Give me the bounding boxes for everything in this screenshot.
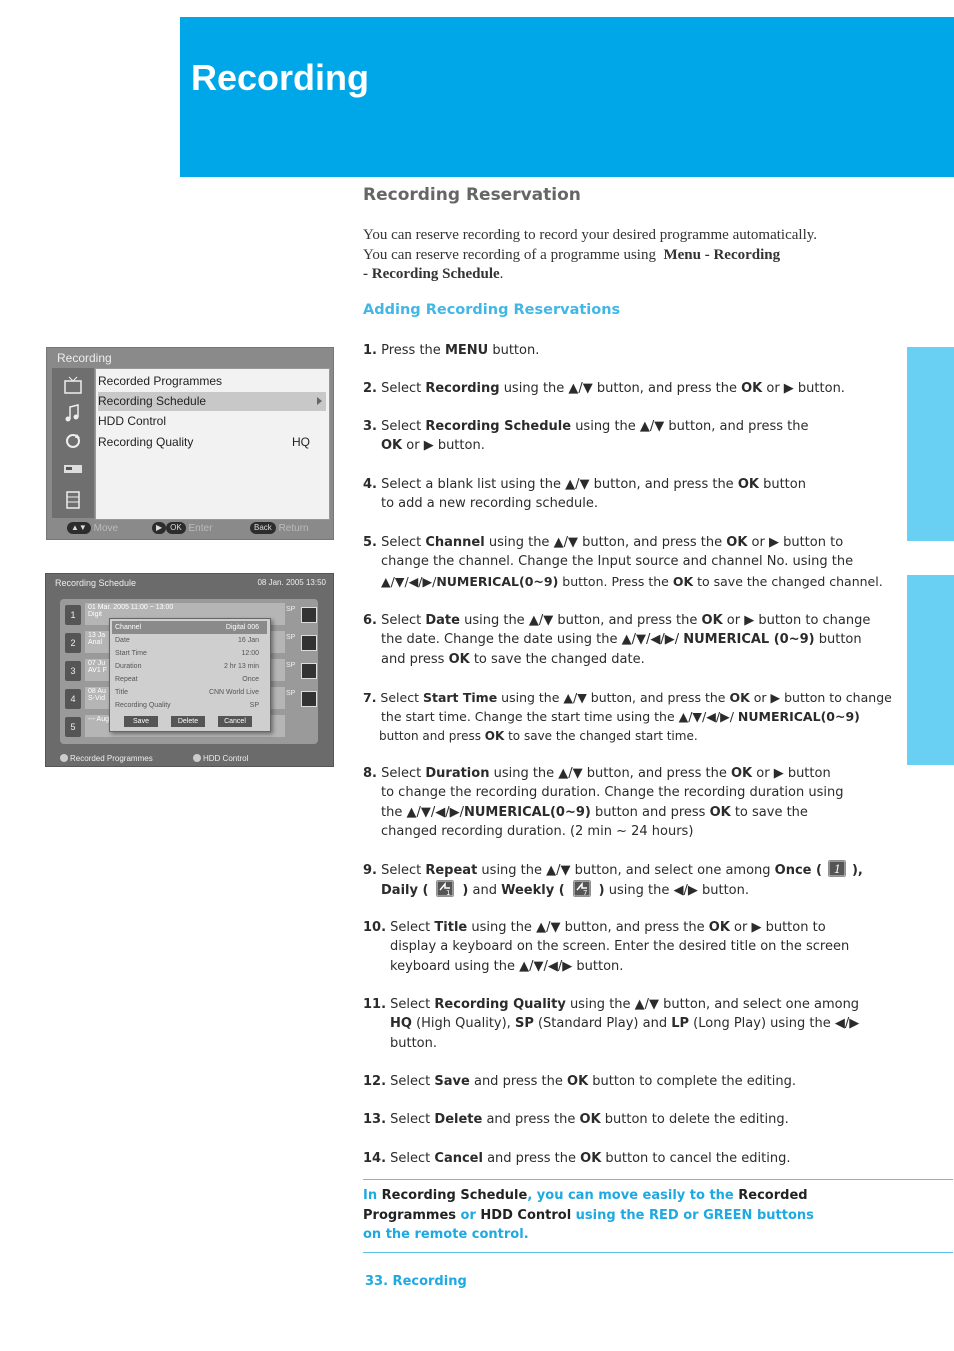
step-10: [363, 918, 903, 976]
step-number: 7.: [363, 690, 377, 705]
row-quality: SP: [286, 662, 296, 669]
step-text: using the ▲/▼ button, and press the: [489, 766, 731, 781]
step-bold: OK: [701, 613, 723, 628]
row-quality: SP: [286, 690, 296, 697]
step-text: Select: [386, 1112, 435, 1127]
step-bold: OK: [580, 1151, 602, 1166]
enter-hint: [152, 520, 212, 537]
step-text: using the ▲/▼ button, and press the: [467, 920, 709, 935]
step-4: [363, 475, 903, 514]
step-bold: OK: [579, 1112, 601, 1127]
popup-label: Start Time: [115, 650, 147, 657]
green-button-icon: [193, 754, 201, 762]
step-bold: OK: [672, 573, 694, 589]
recorded-programmes-hint[interactable]: [60, 754, 153, 763]
step-text: or ▶ button.: [762, 381, 845, 396]
row-number: 2: [65, 633, 81, 653]
tip-span: or: [456, 1207, 481, 1223]
step-line: [363, 995, 903, 1014]
step-line: [363, 880, 903, 900]
weekly-icon: [573, 880, 591, 897]
step-bold: Delete: [434, 1112, 483, 1127]
popup-value: 12:00: [241, 650, 259, 657]
step-number: 6.: [363, 613, 377, 628]
step-line: [363, 688, 903, 707]
step-text: Select: [376, 766, 426, 781]
step-bold: NUMERICAL (0~9): [683, 632, 815, 648]
popup-row-title[interactable]: [112, 686, 267, 699]
step-5: [363, 533, 903, 591]
step-bold: Repeat: [425, 863, 478, 878]
hint-label: Return: [278, 523, 309, 534]
svg-text:1: 1: [833, 863, 841, 876]
refresh-icon: [62, 431, 84, 451]
menu-item-recording-schedule[interactable]: [98, 392, 326, 411]
back-icon: Back: [250, 522, 276, 534]
popup-row-start-time[interactable]: [112, 647, 267, 660]
intro-text: [363, 226, 883, 285]
schedule-datetime: 08 Jan. 2005 13:50: [257, 578, 326, 587]
step-text: ▲/▼/◀/▶/: [381, 573, 437, 589]
row-line: AV1 F: [88, 667, 107, 674]
chevron-right-icon: [317, 397, 322, 405]
page-title: Recording: [191, 57, 370, 98]
step-text: to save the: [730, 804, 808, 820]
popup-label: Title: [115, 689, 128, 696]
step-bold: HQ: [390, 1016, 412, 1032]
hdd-control-hint[interactable]: [193, 754, 248, 763]
step-text: using the ▲/▼ button, and press the: [484, 535, 727, 550]
step-bold: OK: [708, 920, 730, 935]
popup-value: 2 hr 13 min: [223, 663, 259, 670]
intro-text-span: .: [499, 266, 504, 282]
step-bold: Title: [434, 920, 468, 935]
popup-value: SP: [249, 702, 259, 709]
step-bold: MENU: [444, 343, 489, 358]
step-text: Select: [376, 381, 426, 396]
menu-item-label: Recording Quality: [98, 435, 194, 449]
step-bold: OK: [737, 477, 759, 492]
step-bold: Recording Quality: [434, 997, 566, 1012]
schedule-title: Recording Schedule: [55, 578, 137, 588]
side-tab-top: [907, 347, 954, 541]
music-icon: [62, 403, 84, 423]
tip-span: using the RED or GREEN buttons: [571, 1207, 814, 1223]
step-text: (Standard Play) and: [533, 1016, 672, 1032]
step-bold: Weekly (: [501, 883, 565, 899]
step-bold: NUMERICAL(0~9): [436, 573, 559, 589]
step-bold: Once (: [774, 863, 822, 878]
step-text: Select: [376, 613, 426, 628]
menu-item-hdd-control[interactable]: [98, 412, 326, 431]
popup-value: Once: [242, 676, 259, 683]
tip-span: HDD Control: [480, 1207, 572, 1223]
step-line: [363, 630, 903, 649]
step-line: display a keyboard on the screen. Enter the desired title on the screen: [390, 939, 850, 955]
step-number: 8.: [363, 766, 377, 781]
step-number: 12.: [363, 1074, 387, 1089]
step-7: [363, 688, 903, 746]
popup-label: Channel: [115, 624, 142, 631]
row-line: 08 Au: [88, 688, 106, 695]
hint-label: HDD Control: [203, 754, 249, 763]
step-text: (Long Play) using the ◀/▶: [689, 1016, 860, 1032]
step-bold: OK: [567, 1074, 589, 1089]
step-line: [363, 572, 903, 591]
header-banner: [180, 17, 954, 177]
popup-row-recording-quality[interactable]: [112, 699, 267, 712]
row-line: --- Aug: [88, 716, 110, 723]
step-3: [363, 417, 903, 456]
step-bold: ): [462, 883, 469, 899]
step-bold: Recording Schedule: [425, 419, 572, 434]
step-text: button to complete the editing.: [588, 1074, 796, 1089]
step-text: the ▲/▼/◀/▶/: [381, 804, 464, 820]
step-line: [363, 727, 903, 746]
menu-help-bar: [52, 520, 328, 537]
step-bold: Start Time: [422, 690, 498, 705]
right-arrow-icon: ▶: [152, 522, 166, 534]
step-9: [363, 860, 903, 901]
daily-icon: [436, 880, 454, 897]
step-bold: OK: [726, 535, 748, 550]
step-number: 10.: [363, 920, 387, 935]
intro-line-2: [363, 246, 883, 266]
step-text: or ▶ button: [752, 766, 831, 781]
step-bold: Cancel: [434, 1151, 483, 1166]
step-text: or ▶ button to: [729, 920, 826, 935]
step-bold: OK: [731, 766, 753, 781]
popup-buttons: [124, 716, 264, 728]
step-line: change the channel. Change the Input source and channel No. using the: [381, 554, 854, 570]
intro-line-3: [363, 265, 883, 285]
step-line: button.: [390, 1035, 438, 1051]
hint-label: Move: [93, 523, 119, 534]
step-text: (High Quality),: [411, 1016, 515, 1032]
step-line: [363, 1014, 903, 1033]
menu-item-label: HDD Control: [98, 414, 167, 428]
popup-label: Duration: [115, 663, 142, 670]
tip-span: Programmes: [363, 1207, 457, 1223]
step-line: [363, 860, 903, 880]
step-text: button. Press the: [558, 573, 673, 589]
step-line: [363, 436, 903, 455]
step-14: [363, 1149, 903, 1168]
step-12: [363, 1072, 903, 1091]
film-icon: [62, 490, 84, 510]
once-icon: [828, 860, 846, 877]
step-text: Press the: [376, 343, 445, 358]
step-text: using the ▲/▼ button, and press the: [459, 613, 702, 628]
step-text: Select a blank list using the ▲/▼ button, and press the: [376, 477, 738, 492]
step-13: [363, 1110, 903, 1129]
ok-icon: OK: [166, 522, 186, 534]
step-bold: OK: [484, 728, 505, 743]
step-text: using the ▲/▼ button, and press the: [571, 419, 809, 434]
step-text: to save the changed channel.: [693, 573, 883, 589]
delete-button[interactable]: Delete: [171, 716, 205, 727]
step-line: changed recording duration. (2 min ~ 24 hours): [381, 823, 694, 839]
step-text: or ▶ button to change: [722, 613, 871, 628]
step-bold: Channel: [425, 535, 485, 550]
return-hint: [250, 520, 309, 537]
step-bold: OK: [381, 438, 403, 454]
step-line: [363, 707, 903, 726]
step-number: 11.: [363, 997, 387, 1012]
step-bold: Duration: [425, 766, 490, 781]
step-line: keyboard using the ▲/▼/◀/▶ button.: [390, 958, 624, 974]
row-line: Digit: [88, 611, 103, 618]
step-line: to add a new recording schedule.: [381, 496, 599, 512]
daily-icon: [301, 635, 317, 651]
tip-text: [363, 1186, 823, 1245]
step-text: or ▶ button to change: [749, 690, 892, 705]
popup-value: Digital 006: [225, 624, 259, 631]
row-number: 4: [65, 689, 81, 709]
step-text: button.: [488, 343, 540, 358]
menu-item-recorded-programmes[interactable]: [98, 372, 326, 391]
step-8: [363, 764, 903, 841]
step-text: button and press: [379, 728, 485, 743]
tv-icon: [62, 376, 84, 396]
intro-line-1: You can reserve recording to record your desired programme automatically.: [363, 227, 818, 243]
menu-panel: [95, 368, 330, 520]
row-number: 1: [65, 605, 81, 625]
step-number: 4.: [363, 477, 377, 492]
step-number: 14.: [363, 1151, 387, 1166]
step-number: 13.: [363, 1112, 387, 1127]
step-line: [363, 417, 903, 436]
recording-schedule-screenshot: [45, 573, 334, 767]
row-line: 01 Mar. 2005 11:00 ~ 13:00: [88, 604, 174, 611]
step-bold: OK: [709, 804, 731, 820]
popup-label: Date: [115, 637, 130, 644]
step-text: the date. Change the date using the ▲/▼/◀/▶/: [381, 632, 684, 648]
popup-row-repeat[interactable]: [112, 673, 267, 686]
menu-icon-column: [52, 368, 94, 518]
popup-value: 16 Jan: [237, 637, 259, 644]
step-bold: ): [598, 883, 605, 899]
section-title: Recording Reservation: [363, 185, 581, 205]
step-text: Select: [386, 1151, 435, 1166]
intro-bold-span: - Recording Schedule: [363, 266, 500, 282]
row-quality: SP: [286, 634, 296, 641]
popup-label: Repeat: [115, 676, 138, 683]
popup-row-date[interactable]: [112, 634, 267, 647]
step-bold: NUMERICAL(0~9): [463, 804, 591, 820]
row-quality: SP: [286, 606, 296, 613]
svg-text:7: 7: [582, 889, 588, 898]
step-text: Select: [376, 535, 426, 550]
save-button[interactable]: Save: [124, 716, 158, 727]
step-line: [363, 475, 903, 494]
row-line: S-Vid: [88, 695, 105, 702]
tip-span: Recorded: [738, 1188, 808, 1203]
popup-value: CNN World Live: [208, 689, 259, 696]
menu-item-label: Recording Schedule: [98, 394, 207, 408]
step-text: Select: [376, 419, 426, 434]
tip-span: on the remote control.: [363, 1227, 529, 1242]
step-text: button: [758, 477, 806, 492]
step-number: 9.: [363, 863, 377, 878]
tip-span: Recording Schedule: [381, 1188, 528, 1203]
step-text: using the ▲/▼ button, and select one among: [565, 997, 860, 1012]
menu-item-recording-quality[interactable]: [98, 433, 326, 452]
step-text: and press the: [469, 1074, 568, 1089]
step-text: button: [814, 632, 862, 648]
step-bold: LP: [671, 1016, 690, 1032]
step-bold: OK: [729, 690, 750, 705]
step-bold: ),: [851, 863, 863, 878]
page-footer: 33. Recording: [365, 1274, 467, 1289]
weekly-icon: [301, 663, 317, 679]
step-number: 2.: [363, 381, 377, 396]
step-line: [363, 533, 903, 552]
row-line: 07 Ju: [88, 660, 106, 667]
step-line: to change the recording duration. Change the recording duration using: [381, 785, 844, 801]
hint-label: Enter: [188, 523, 213, 534]
step-2: [363, 379, 903, 398]
step-text: button and press: [590, 804, 710, 820]
red-button-icon: [60, 754, 68, 762]
step-line: [363, 918, 903, 937]
step-line: [363, 803, 903, 822]
weekly-icon: [301, 691, 317, 707]
step-text: and press: [381, 651, 449, 667]
tip-span: , you can move easily to the: [527, 1188, 739, 1203]
schedule-edit-popup: [109, 618, 271, 732]
recorder-icon: [62, 458, 84, 478]
row-number: 5: [65, 717, 81, 737]
step-text: Select: [386, 920, 435, 935]
tip-span: In: [363, 1188, 382, 1203]
step-bold: Save: [434, 1074, 470, 1089]
step-text: using the ▲/▼ button, and press the: [499, 381, 742, 396]
menu-item-value: HQ: [292, 435, 310, 449]
step-text: to save the changed date.: [469, 651, 645, 667]
step-text: using the ▲/▼ button, and select one among: [477, 863, 775, 878]
step-text: Select: [386, 997, 435, 1012]
step-line: [363, 611, 903, 630]
row-number: 3: [65, 661, 81, 681]
step-text: to save the changed start time.: [504, 728, 698, 743]
intro-text-span: You can reserve recording of a programme using: [363, 246, 656, 263]
popup-label: Recording Quality: [115, 702, 171, 709]
step-line: [363, 764, 903, 783]
step-text: button to delete the editing.: [600, 1112, 789, 1127]
step-text: and: [468, 883, 502, 899]
step-bold: Daily (: [381, 883, 429, 899]
step-text: or ▶ button.: [402, 438, 485, 454]
recording-menu-screenshot: [46, 347, 334, 540]
updown-icon: ▲▼: [67, 522, 91, 534]
row-line: 13 Ja: [88, 632, 106, 639]
step-6: [363, 611, 903, 669]
step-text: Select: [386, 1074, 435, 1089]
step-text: using the ◀/▶ button.: [604, 883, 749, 899]
side-tab-bottom: [907, 575, 954, 765]
once-icon: [301, 607, 317, 623]
menu-item-label: Recorded Programmes: [98, 374, 223, 388]
step-bold: OK: [741, 381, 763, 396]
intro-bold-span: Menu - Recording: [663, 246, 781, 263]
svg-text:1: 1: [446, 889, 451, 898]
step-text: Select: [376, 690, 423, 705]
step-1: [363, 341, 903, 360]
step-text: Select: [376, 863, 426, 878]
popup-row-channel[interactable]: [112, 621, 267, 634]
step-text: button to cancel the editing.: [601, 1151, 791, 1166]
step-number: 3.: [363, 419, 377, 434]
step-text: the start time. Change the start time using the ▲/▼/◀/▶/: [381, 709, 738, 725]
tip-note: [363, 1179, 953, 1253]
step-bold: Date: [425, 613, 460, 628]
step-text: or ▶ button to: [747, 535, 844, 550]
step-line: [363, 650, 903, 669]
hint-label: Recorded Programmes: [70, 754, 153, 763]
step-number: 5.: [363, 535, 377, 550]
row-line: Anal: [88, 639, 103, 646]
move-hint: [67, 520, 118, 537]
step-number: 1.: [363, 343, 377, 358]
step-text: and press the: [482, 1112, 580, 1127]
step-bold: Recording: [425, 381, 500, 396]
step-text: and press the: [482, 1151, 581, 1166]
step-bold: SP: [514, 1016, 534, 1032]
popup-row-duration[interactable]: [112, 660, 267, 673]
cancel-button[interactable]: Cancel: [218, 716, 252, 727]
menu-title: Recording: [57, 351, 112, 365]
step-text: using the ▲/▼ button, and press the: [497, 690, 730, 705]
step-11: [363, 995, 903, 1053]
subsection-title: Adding Recording Reservations: [363, 302, 621, 318]
step-bold: OK: [448, 651, 470, 667]
step-bold: NUMERICAL(0~9): [737, 709, 860, 725]
